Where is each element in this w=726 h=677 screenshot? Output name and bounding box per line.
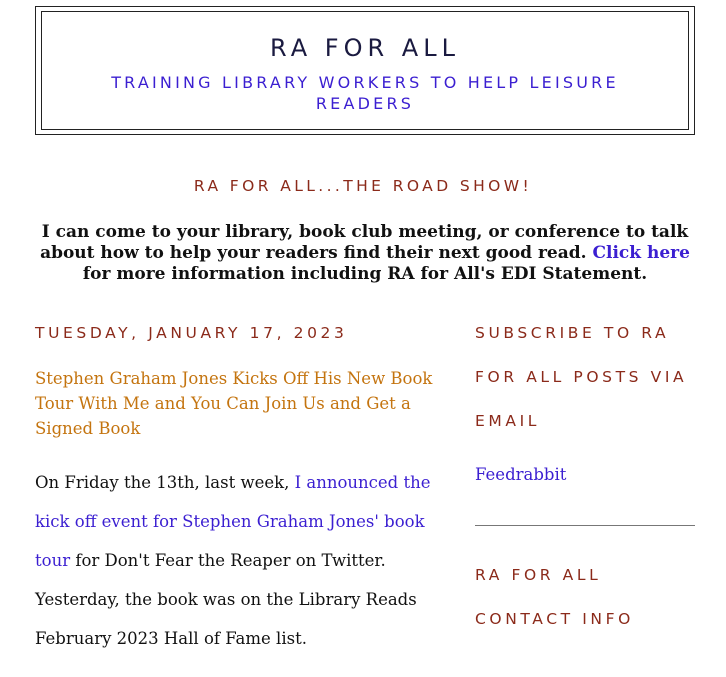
post-body: [35, 463, 450, 658]
post-body-before: On Friday the 13th, last week,: [35, 473, 290, 492]
roadshow-heading: RA FOR ALL...THE ROAD SHOW!: [193, 177, 533, 195]
blog-header-inner: [41, 11, 689, 130]
post-date-header: TUESDAY, JANUARY 17, 2023: [35, 324, 348, 342]
feedrabbit-link[interactable]: Feedrabbit: [475, 465, 567, 484]
roadshow-text: [30, 222, 700, 285]
post-body-after: for Don't Fear the Reaper on Twitter. Yesterday, the book was on the Library Reads February 2023 Hall of Fame list.: [35, 551, 417, 648]
site-description: TRAINING LIBRARY WORKERS TO HELP LEISURE READERS: [111, 73, 619, 113]
subscribe-heading: SUBSCRIBE TO RA FOR ALL POSTS VIA EMAIL: [475, 324, 688, 430]
roadshow-click-here-link[interactable]: Click here: [592, 243, 690, 263]
roadshow-text-after: for more information including RA for All's EDI Statement.: [82, 264, 648, 284]
site-title[interactable]: RA FOR ALL: [270, 34, 460, 62]
blog-header: [35, 6, 695, 135]
roadshow-text-before: I can come to your library, book club meeting, or conference to talk about how to help your readers find their next good read.: [40, 222, 689, 263]
sidebar-divider: [475, 525, 695, 526]
contact-info-heading: RA FOR ALL CONTACT INFO: [475, 566, 634, 628]
post-body-link[interactable]: I announced the kick off event for Stephen Graham Jones' book tour: [35, 473, 431, 570]
post-title-link[interactable]: Stephen Graham Jones Kicks Off His New Book Tour With Me and You Can Join Us and Get a Signed Book: [35, 369, 433, 438]
